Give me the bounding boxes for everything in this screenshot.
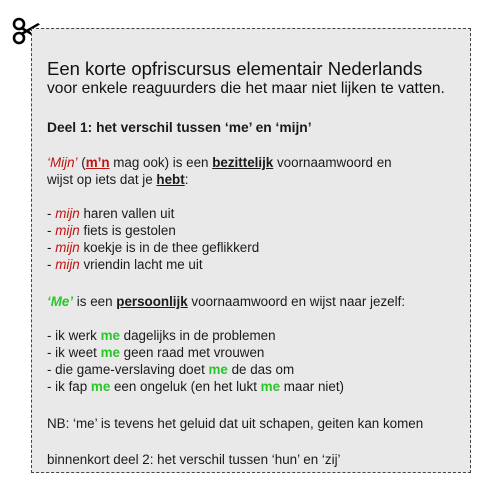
coupon-content: [47, 58, 462, 468]
list-item: - ik weet me geen raad met vrouwen: [47, 345, 265, 360]
me-examples: [47, 327, 462, 395]
mijn-definition: [47, 154, 462, 188]
nb-note: NB: ‘me’ is tevens het geluid dat uit schapen, geiten kan komen: [47, 416, 424, 431]
section-heading: Deel 1: het verschil tussen ‘me’ en ‘mijn’: [47, 120, 312, 135]
mijn-definition-line-2: wijst op iets dat je hebt:: [47, 172, 189, 187]
mijn-examples: [47, 205, 462, 273]
mijn-definition-line-1: ‘Mijn’ (m’n mag ook) is een bezittelijk voornaamwoord en: [47, 155, 392, 170]
list-item: - mijn haren vallen uit: [47, 206, 175, 221]
list-item: - mijn koekje is in de thee geflikkerd: [47, 240, 260, 255]
hebt-word: hebt: [156, 172, 185, 187]
mn-word: m’n: [85, 155, 110, 170]
bezittelijk-word: bezittelijk: [212, 155, 274, 170]
list-item: - mijn vriendin lacht me uit: [47, 257, 203, 272]
next-part-note: binnenkort deel 2: het verschil tussen ‘hun’ en ‘zij’: [47, 452, 341, 467]
page-title: Een korte opfriscursus elementair Nederlands: [47, 58, 423, 79]
coupon-card: [31, 28, 471, 473]
list-item: - mijn fiets is gestolen: [47, 223, 176, 238]
list-item: - ik werk me dagelijks in de problemen: [47, 328, 276, 343]
list-item: - die game-verslaving doet me de das om: [47, 362, 295, 377]
list-item: - ik fap me een ongeluk (en het lukt me maar niet): [47, 379, 345, 394]
page-subtitle: voor enkele reaguurders die het maar niet lijken te vatten.: [47, 80, 445, 97]
me-definition: ‘Me’ is een persoonlijk voornaamwoord en wijst naar jezelf:: [47, 294, 406, 309]
me-word: Me: [50, 294, 70, 309]
mijn-word: ‘Mijn’: [47, 155, 78, 170]
persoonlijk-word: persoonlijk: [116, 294, 188, 309]
